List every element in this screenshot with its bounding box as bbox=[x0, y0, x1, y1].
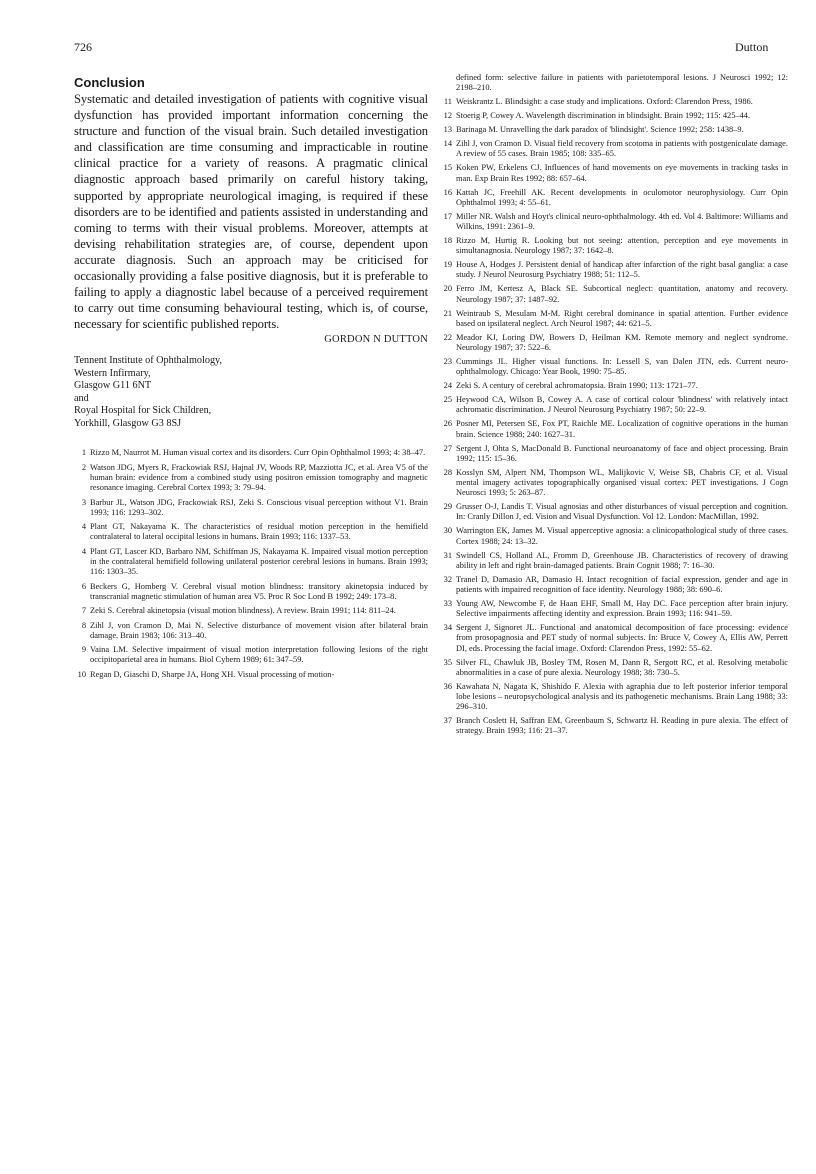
reference-text: Tranel D, Damasio AR, Damasio H. Intact recognition of facial expression, gender and age in patients with impaired recognition of face identity. Neurology 1988; 38: 690–6. bbox=[456, 574, 788, 595]
reference-item bbox=[440, 163, 788, 183]
reference-number: 37 bbox=[443, 716, 452, 726]
reference-number: 24 bbox=[443, 381, 452, 391]
reference-text: Sergent J, Ohta S, MacDonald B. Functional neuroanatomy of face and object processing. Brain 1992; 115: 15–36. bbox=[456, 443, 788, 463]
reference-number: 28 bbox=[443, 467, 452, 477]
reference-text: Posner MI, Petersen SE, Fox PT, Raichle ME. Localization of cognitive operations in the human brain. Science 1988; 240: 1627–31. bbox=[456, 419, 788, 439]
reference-item bbox=[440, 468, 788, 499]
reference-item bbox=[440, 526, 788, 546]
reference-item bbox=[440, 502, 788, 522]
reference-number: 4 bbox=[81, 546, 86, 556]
affiliation-line: Tennent Institute of Ophthalmology, bbox=[74, 355, 223, 367]
reference-number: 23 bbox=[443, 357, 452, 367]
reference-number: 18 bbox=[443, 236, 452, 246]
reference-item bbox=[440, 682, 788, 713]
affiliation-line: and bbox=[74, 392, 89, 404]
reference-text: Regan D, Giaschi D, Sharpe JA, Hong XH. Visual processing of motion- bbox=[90, 669, 335, 679]
reference-number: 32 bbox=[443, 574, 452, 584]
reference-number: 4 bbox=[81, 522, 86, 532]
reference-item bbox=[440, 97, 788, 107]
reference-number: 34 bbox=[443, 623, 452, 633]
reference-item bbox=[440, 716, 788, 736]
running-head: Dutton bbox=[735, 40, 769, 54]
reference-text: Silver FL, Chawluk JB, Bosley TM, Rosen M, Dann R, Sergott RC, et al. Resolving metabolic abnormalities in a case of pure alexia. Neurology 1988; 38: 730–5. bbox=[456, 657, 788, 677]
reference-text: Branch Coslett H, Saffran EM, Greenbaum S, Schwartz H. Reading in pure alexia. The effect of strategy. Brain 1993; 116: 21–37. bbox=[456, 716, 788, 736]
reference-number: 6 bbox=[81, 581, 86, 591]
affiliation-line: Yorkhill, Glasgow G3 8SJ bbox=[74, 417, 182, 429]
reference-item bbox=[74, 645, 428, 665]
reference-text: Zihl J, von Cramon D, Mai N. Selective disturbance of movement vision after bilateral brain damage. Brain 1983; 106: 313–40. bbox=[90, 620, 428, 640]
reference-number: 21 bbox=[443, 308, 452, 318]
reference-text: Vaina LM. Selective impairment of visual motion interpretation following lesions of the right occipitoparietal area in humans. Biol Cybern 1989; 61: 347–59. bbox=[90, 645, 428, 665]
reference-text: Barbur JL, Watson JDG, Frackowiak RSJ, Zeki S. Conscious visual perception without V1. Brain 1993; 116: 1293–302. bbox=[90, 497, 428, 517]
reference-list-left bbox=[74, 448, 428, 680]
reference-text: Beckers G, Homberg V. Cerebral visual motion blindness: transitory akinetopsia induced by transcranial magnetic stimulation of human area V5. Proc R Soc Lond B 1992; 249: 173–8. bbox=[90, 581, 428, 601]
reference-item bbox=[74, 522, 428, 542]
reference-number: 17 bbox=[443, 211, 452, 221]
affiliation-line: Western Infirmary, bbox=[74, 367, 151, 379]
reference-number: 33 bbox=[443, 599, 452, 609]
reference-text: Zeki S. Cerebral akinetopsia (visual motion blindness). A review. Brain 1991; 114: 811–24. bbox=[90, 606, 396, 616]
reference-text: Koken PW, Erkelens CJ. Influences of hand movements on eye movements in tracking tasks in man. Exp Brain Res 1992; 88: 657–64. bbox=[456, 163, 788, 183]
reference-number: 20 bbox=[443, 284, 452, 294]
reference-text: Barinaga M. Unravelling the dark paradox of 'blindsight'. Science 1992; 258: 1438–9. bbox=[456, 125, 744, 135]
reference-number: 9 bbox=[81, 645, 86, 655]
reference-text: Zihl J, von Cramon D. Visual field recovery from scotoma in patients with postgeniculate damage. A review of 55 cases. Brain 1985; 108: 335–65. bbox=[456, 139, 788, 159]
reference-item bbox=[440, 444, 788, 464]
conclusion-paragraph: Systematic and detailed investigation of patients with cognitive visual dysfunction has provided important information concerning the structure and function of the visual brain. Such detailed investigation and classification are time consuming and impracticable in routine clinical practice for a variety of reasons. A pragmatic clinical diagnostic approach based primarily on careful history taking, supported by appropriate neurological imaging, is required if these disorders are to be identified and patients assisted in understanding and coming to terms with their visual problems. Moreover, attempts at devising rehabilitation strategies are, of course, dependent upon accurate diagnosis. Such an approach may be criticised for occasionally providing a false positive diagnosis, but it is preferable to failing to apply a diagnostic label because of a perceived requirement to carry out time consuming behavioural testing, which is, of course, necessary for scientific published reports. bbox=[74, 92, 428, 332]
reference-number: 25 bbox=[443, 395, 452, 405]
reference-item bbox=[440, 236, 788, 256]
reference-item bbox=[440, 551, 788, 571]
reference-text: Warrington EK, James M. Visual apperceptive agnosia: a clinicopathological study of three cases. Cortex 1988; 24: 13–32. bbox=[456, 526, 788, 546]
reference-item bbox=[440, 333, 788, 353]
reference-list-right bbox=[440, 97, 788, 736]
reference-number: 13 bbox=[443, 125, 452, 135]
reference-item bbox=[440, 284, 788, 304]
reference-text: Grusser O-J, Landis T. Visual agnosias and other disturbances of visual perception and cognition. In: Cranly Dillon J, ed. Vision and Visual Dysfunction. Vol 12. London: MacMillan, 1992. bbox=[456, 502, 788, 522]
reference-number: 29 bbox=[443, 502, 452, 512]
reference-item bbox=[440, 188, 788, 208]
reference-text: Rizzo M, Naurrot M. Human visual cortex and its disorders. Curr Opin Ophthalmol 1993; 4: 38–47. bbox=[90, 448, 426, 458]
reference-item bbox=[74, 621, 428, 641]
reference-number: 27 bbox=[443, 443, 452, 453]
reference-number: 16 bbox=[443, 187, 452, 197]
reference-item bbox=[440, 575, 788, 595]
reference-item bbox=[440, 309, 788, 329]
reference-item bbox=[440, 260, 788, 280]
reference-text: Miller NR. Walsh and Hoyt's clinical neuro-ophthalmology. 4th ed. Vol 4. Baltimore: Williams and Wilkins, 1991: 2361–9. bbox=[456, 211, 788, 232]
reference-text: Kosslyn SM, Alpert NM, Thompson WL, Malijkovic V, Weise SB, Chabris CF, et al. Visual mental imagery activates topographically organised visual cortex: PET investigations. J Cogn Neurosci 1993; 5: 263–87. bbox=[456, 467, 788, 498]
reference-item bbox=[74, 448, 428, 458]
reference-number: 22 bbox=[443, 332, 452, 342]
reference-text: Cummings JL. Higher visual functions. In: Lessell S, van Dalen JTN, eds. Current neuro-ophthalmology. Chicago: Year Book, 1990: 75–85. bbox=[456, 357, 788, 377]
reference-number: 3 bbox=[81, 497, 86, 507]
reference-continuation: defined form: selective failure in patients with parietotemporal lesions. J Neurosci 1992; 12: 2198–210. bbox=[456, 73, 788, 93]
reference-number: 8 bbox=[81, 620, 86, 630]
reference-text: Meador KJ, Loring DW, Bowers D, Heilman KM. Remote memory and neglect syndrome. Neurology 1987; 37: 522–6. bbox=[456, 332, 788, 353]
reference-number: 36 bbox=[443, 681, 452, 691]
reference-item bbox=[440, 381, 788, 391]
reference-number: 7 bbox=[81, 606, 86, 616]
reference-text: Young AW, Newcombe F, de Haan EHF, Small M, Hay DC. Face perception after brain injury. Selective impairments affecting identity and expression. Brain 1993; 116: 941–59. bbox=[456, 599, 788, 619]
page-number: 726 bbox=[74, 40, 92, 54]
reference-text: Heywood CA, Wilson B, Cowey A. A case of cortical colour 'blindness' with relatively intact achromatic discrimination. J Neurol Neurosurg Psychiatry 1987; 50: 22–9. bbox=[456, 395, 788, 415]
reference-text: Kattah JC, Freehill AK. Recent developments in oculomotor neurophysiology. Curr Opin Ophthalmol 1993; 4: 55–61. bbox=[456, 187, 788, 207]
section-title: Conclusion bbox=[74, 75, 145, 90]
affiliation-block bbox=[74, 355, 428, 430]
reference-text: Swindell CS, Holland AL, Fromm D, Greenhouse JB. Characteristics of recovery of drawing ability in left and right brain-damaged patients. Brain Cognit 1988; 7: 16–30. bbox=[456, 550, 788, 570]
reference-number: 12 bbox=[443, 111, 452, 121]
right-column bbox=[440, 73, 788, 740]
reference-item bbox=[440, 357, 788, 377]
reference-number: 14 bbox=[443, 139, 452, 149]
affiliation-line: Royal Hospital for Sick Children, bbox=[74, 405, 212, 417]
reference-text: Watson JDG, Myers R, Frackowiak RSJ, Hajnal JV, Woods RP, Mazziotta JC, et al. Area V5 of the human brain: evidence from a combined study using positron emission tomography and magnetic resonance imaging. Cerebral Cortex 1993; 3: 79–94. bbox=[90, 462, 428, 493]
reference-text: House A, Hodges J. Persistent denial of handicap after infarction of the right basal ganglia: a case study. J Neurol Neurosurg Psychiatry 1988; 51: 112–5. bbox=[456, 260, 788, 280]
reference-item bbox=[440, 395, 788, 415]
reference-number: 10 bbox=[77, 669, 86, 679]
affiliation-line: Glasgow G11 6NT bbox=[74, 380, 152, 392]
reference-number: 19 bbox=[443, 260, 452, 270]
reference-text: Kawahata N, Nagata K, Shishido F. Alexia with agraphia due to left posterior inferior temporal lobe lesions – neuropsychological analysis and its pathogenetic mechanisms. Brain Lang 1988; 33: 296–310. bbox=[456, 681, 788, 712]
reference-item bbox=[440, 599, 788, 619]
reference-item bbox=[74, 498, 428, 518]
reference-number: 1 bbox=[81, 448, 86, 458]
reference-text: Rizzo M, Hurtig R. Looking but not seeing: attention, perception and eye movements in simultanagnosia. Neurology 1987; 37: 1642–8. bbox=[456, 236, 788, 256]
reference-number: 11 bbox=[443, 97, 452, 107]
reference-text: Zeki S. A century of cerebral achromatopsia. Brain 1990; 113: 1721–77. bbox=[456, 381, 698, 391]
reference-item bbox=[440, 658, 788, 678]
reference-number: 26 bbox=[443, 419, 452, 429]
reference-text: Weiskrantz L. Blindsight: a case study and implications. Oxford: Clarendon Press, 1986. bbox=[456, 97, 753, 107]
reference-number: 30 bbox=[443, 526, 452, 536]
reference-item bbox=[74, 582, 428, 602]
reference-item bbox=[440, 212, 788, 232]
reference-item bbox=[440, 111, 788, 121]
reference-item bbox=[440, 419, 788, 439]
reference-text: Ferro JM, Kertesz A, Black SE. Subcortical neglect: quantitation, anatomy and recovery. Neurology 1987; 37: 1487–92. bbox=[456, 284, 788, 304]
author-signature: GORDON N DUTTON bbox=[324, 334, 428, 346]
reference-item bbox=[74, 606, 428, 616]
reference-text: Sergent J, Signoret JL. Functional and anatomical decomposition of face processing: evidence from prosopagnosia and PET study of normal subjects. In: Bruce V, Cowey A, Ellis AW, Perrett DI, eds. Processing the facial image. Oxford: Clarendon Press, 1992: 55–62. bbox=[456, 623, 788, 653]
reference-item bbox=[74, 547, 428, 578]
reference-number: 31 bbox=[443, 550, 452, 560]
reference-item bbox=[440, 623, 788, 654]
reference-text: Stoerig P, Cowey A. Wavelength discrimination in blindsight. Brain 1992; 115: 425–44. bbox=[456, 111, 751, 121]
reference-text: Weintraub S, Mesulam M-M. Right cerebral dominance in spatial attention. Further evidence based on ipsilateral neglect. Arch Neurol 1987; 44: 621–5. bbox=[456, 308, 788, 328]
reference-number: 15 bbox=[443, 163, 452, 173]
reference-item bbox=[440, 139, 788, 159]
reference-item bbox=[74, 463, 428, 494]
reference-number: 35 bbox=[443, 657, 452, 667]
reference-item bbox=[440, 125, 788, 135]
reference-text: Plant GT, Nakayama K. The characteristics of residual motion perception in the hemifield contralateral to lateral occipital lesions in humans. Brain 1993; 116: 1337–53. bbox=[90, 522, 428, 542]
reference-item bbox=[74, 670, 428, 680]
reference-text: Plant GT, Lascer KD, Barbaro NM, Schiffman JS, Nakayama K. Impaired visual motion perception in the contralateral hemifield following unilateral posterior cerebral lesions in humans. Brain 1993; 116: 1303–35. bbox=[90, 546, 428, 577]
left-column bbox=[74, 74, 428, 684]
reference-number: 2 bbox=[81, 462, 86, 472]
